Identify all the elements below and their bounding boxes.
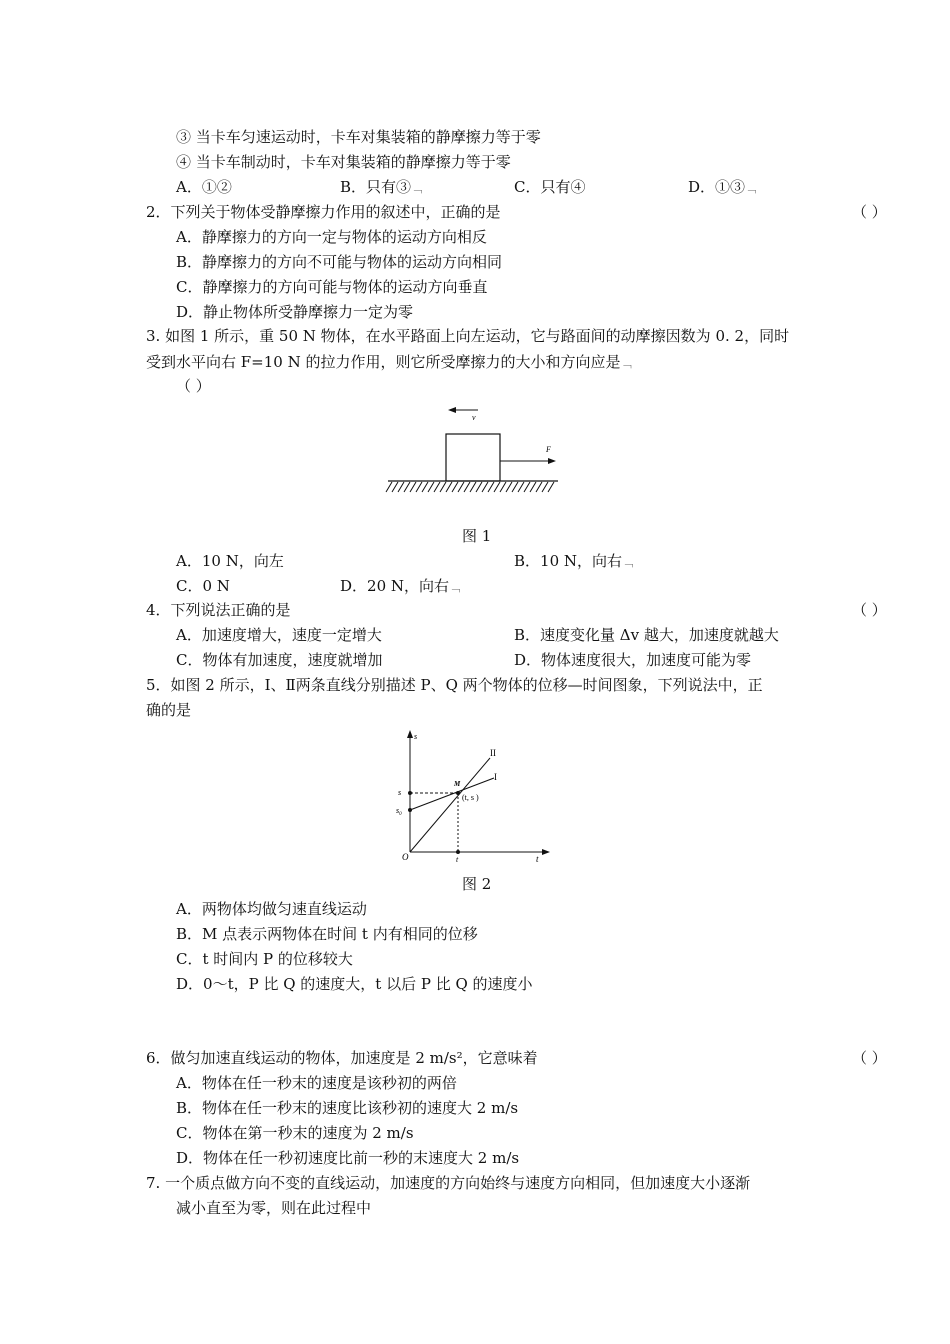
q5-option-a: A．两物体均做匀速直线运动: [176, 900, 367, 918]
q4-option-d: D．物体速度很大，加速度可能为零: [514, 651, 752, 669]
q5-option-c: C．t 时间内 P 的位移较大: [176, 950, 353, 968]
q2-option-c: C．静摩擦力的方向可能与物体的运动方向垂直: [176, 278, 488, 296]
q5-option-d: D．0～t，P 比 Q 的速度大，t 以后 P 比 Q 的速度小: [176, 975, 533, 993]
q6-stem: 6．做匀加速直线运动的物体，加速度是 2 m/s²，它意味着: [146, 1049, 538, 1067]
s0-tick-label: $s_0$: [396, 806, 402, 817]
t-tick-label: t: [456, 855, 459, 864]
q1-option-d: D．①③﹁: [688, 178, 757, 196]
q5-stem-line2: 确的是: [146, 701, 192, 719]
q6-option-d: D．物体在任一秒初速度比前一秒的末速度大 2 m/s: [176, 1149, 520, 1167]
q1-option-c: C．只有④: [514, 178, 586, 196]
q4-option-a: A．加速度增大，速度一定增大: [176, 626, 382, 644]
figure-2-position-time-graph: [390, 726, 560, 866]
block: [446, 434, 500, 481]
q2-option-a: A．静摩擦力的方向一定与物体的运动方向相反: [176, 228, 487, 246]
q6-answer-paren: （ ）: [852, 1049, 887, 1067]
q7-stem-line2: 减小直至为零，则在此过程中: [176, 1199, 372, 1217]
q6-option-c: C．物体在第一秒末的速度为 2 m/s: [176, 1124, 414, 1142]
q4-option-b: B．速度变化量 Δv 越大，加速度就越大: [514, 626, 779, 644]
s-tick-dot: [408, 791, 412, 795]
q4-stem: 4．下列说法正确的是: [146, 601, 291, 619]
q3-option-c: C．0 N: [176, 577, 230, 595]
point-m: [456, 791, 460, 795]
q2-option-b: B．静摩擦力的方向不可能与物体的运动方向相同: [176, 253, 503, 271]
q1-option-b: B．只有③﹁: [340, 178, 423, 196]
q3-option-a: A．10 N，向左: [176, 552, 284, 570]
s0-tick-dot: [408, 808, 412, 812]
ground-surface: [386, 481, 558, 492]
line-i-label: I: [494, 772, 497, 782]
point-coordinate-label: (t, s ): [462, 793, 479, 802]
t-tick-dot: [456, 850, 460, 854]
paragraph-mark-icon: ﹁: [411, 182, 423, 195]
q7-stem-line1: 7. 一个质点做方向不变的直线运动，加速度的方向始终与速度方向相同，但加速度大小逐渐: [146, 1174, 751, 1192]
q6-option-a: A．物体在任一秒末的速度是该秒初的两倍: [176, 1074, 457, 1092]
q5-option-b: B．M 点表示两物体在时间 t 内有相同的位移: [176, 925, 478, 943]
q2-answer-paren: （ ）: [852, 203, 887, 221]
point-m-label: M: [454, 780, 461, 788]
t-axis-label: t: [536, 854, 539, 864]
velocity-label: v: [472, 413, 476, 422]
q3-option-b: B．10 N，向右﹁: [514, 552, 634, 570]
q5-stem-line1: 5．如图 2 所示，Ⅰ、Ⅱ两条直线分别描述 P、Q 两个物体的位移—时间图象，下列说法中，正: [146, 676, 763, 694]
force-arrow: [500, 458, 556, 464]
q2-stem: 2．下列关于物体受静摩擦力作用的叙述中，正确的是: [146, 203, 501, 221]
q6-option-b: B．物体在任一秒末的速度比该秒初的速度大 2 m/s: [176, 1099, 519, 1117]
figure-1-block-diagram: [384, 398, 564, 498]
q2-option-d: D．静止物体所受静摩擦力一定为零: [176, 303, 414, 321]
q1-statement-3: ③ 当卡车匀速运动时，卡车对集装箱的静摩擦力等于零: [176, 128, 541, 146]
q1-option-a: A．①②: [176, 178, 232, 196]
s-tick-label: s: [398, 788, 402, 797]
q3-answer-paren: （ ）: [176, 377, 211, 395]
q3-stem-line2: 受到水平向右 F=10 N 的拉力作用，则它所受摩擦力的大小和方向应是﹁: [146, 353, 632, 371]
line-ii-label: II: [490, 748, 496, 758]
origin-label: O: [402, 852, 409, 862]
q3-stem-line1: 3. 如图 1 所示，重 50 N 物体，在水平路面上向左运动，它与路面间的动摩擦因数为 0. 2，同时: [146, 327, 790, 345]
q4-option-c: C．物体有加速度，速度就增加: [176, 651, 383, 669]
paragraph-mark-icon: ﹁: [620, 357, 632, 370]
paragraph-mark-icon: ﹁: [449, 581, 461, 594]
force-label: F: [546, 445, 551, 454]
q1-statement-4: ④ 当卡车制动时，卡车对集装箱的静摩擦力等于零: [176, 153, 511, 171]
paragraph-mark-icon: ﹁: [745, 182, 757, 195]
paragraph-mark-icon: ﹁: [622, 556, 634, 569]
q3-option-d: D．20 N，向右﹁: [340, 577, 461, 595]
q4-answer-paren: （ ）: [852, 601, 887, 619]
figure-2-caption: 图 2: [462, 875, 492, 893]
t-axis: [410, 849, 550, 855]
s-axis-label: s: [414, 732, 418, 741]
line-i: [410, 778, 494, 810]
figure-1-caption: 图 1: [462, 527, 492, 545]
